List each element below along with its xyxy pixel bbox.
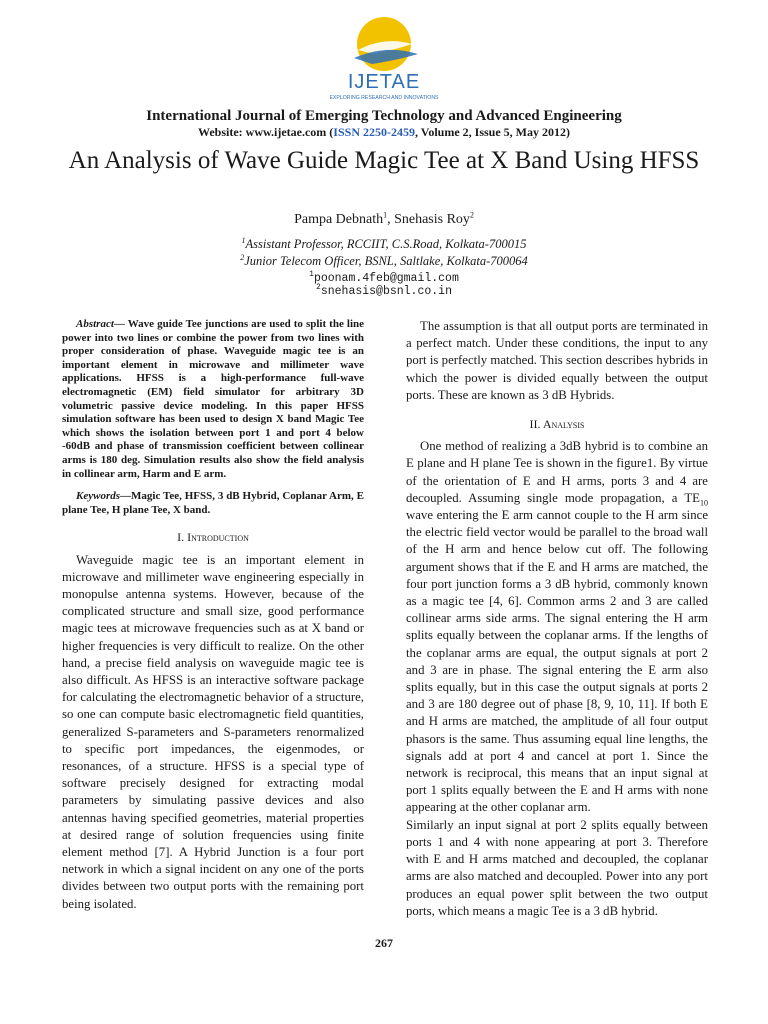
journal-name: International Journal of Emerging Technology and Advanced Engineering bbox=[146, 108, 622, 124]
author-2: Snehasis Roy bbox=[394, 212, 470, 227]
analysis-p1-part-b: wave entering the E arm cannot couple to the H arm since the electric field vector would be parallel to the broad wall of the H arm and hence below cut off. The following argument shows that if the E and H arms are matched, the four port junction forms a 3 dB hybrid, commonly known as a magic tee [4, 6]. Common arms 2 and 3 are called collinear arms side arms. The signal entering the H arm splits equally between the coplanar arms. If the lengths of the coplanar arms are equal, the output signals at port 2 and 3 are in phase. The signal entering the E arm also splits equally, but in this case the output signals at ports 2 and 3 are 180 degree out of phase [8, 9, 10, 11]. If both E and H arms are matched, the amplitude of all four output phasors is the same. Thus assuming equal line lengths, the signals add at port 4 and cancel at port 1. Since the network is reciprocal, this means that an input signal at port 1 splits equally between the E and H arms with none appearing at the other coplanar arm. bbox=[406, 508, 708, 815]
affiliation-1-text: Assistant Professor, RCCIIT, C.S.Road, Kolkata-700015 bbox=[245, 237, 527, 251]
affiliation-1 bbox=[0, 237, 768, 252]
affiliation-2-sup: 2 bbox=[240, 252, 245, 262]
section-heading-analysis: II. Analysis bbox=[529, 417, 585, 432]
logo-tagline: EXPLORING RESEARCH AND INNOVATIONS bbox=[329, 95, 439, 101]
journal-logo bbox=[328, 14, 440, 102]
introduction-paragraph: Waveguide magic tee is an important element in microwave and millimeter wave engineering especially in monopulse antenna systems. However, because of the complicated structure and small size, good performance magic tees at microwave frequencies such as at X band or higher frequencies is very difficult to realize. On the other hand, a precise field analysis on waveguide magic tee is also difficult. As HFSS is an interactive software package for calculating the electromagnetic behavior of a structure, so one can compute basic electromagnetic field quantities, generalized S-parameters and S-parameters renormalized to specific port impedances, the eigenmodes, or resonances, of a structure. HFSS is a special type of software precisely designed for extracting modal parameters by simulating passive devices and also antennas having specified geometries, material properties at desired range of solution frequencies using finite element method [7]. A Hybrid Junction is a four port network in which a signal incident on any one of the ports divides between two output ports with the remaining port being isolated. bbox=[62, 552, 364, 911]
journal-website-line bbox=[0, 125, 768, 140]
email-2-sup: 2 bbox=[316, 283, 321, 293]
analysis-p1-part-a: One method of realizing a 3dB hybrid is to combine an E plane and H plane Tee is shown in the figure1. By virtue of the orientation of E and H arms, ports 3 and 4 are decoupled. Assuming single mode propagation, a TE bbox=[406, 439, 708, 505]
authors-line bbox=[0, 212, 768, 228]
keywords-paragraph bbox=[62, 490, 364, 517]
left-column bbox=[62, 318, 364, 913]
affiliation-2-text: Junior Telecom Officer, BSNL, Saltlake, Kolkata-700064 bbox=[244, 254, 528, 268]
right-column bbox=[406, 318, 708, 920]
email-2[interactable] bbox=[0, 285, 768, 298]
email-1-sup: 1 bbox=[309, 270, 314, 280]
affiliation-1-sup: 1 bbox=[241, 235, 246, 245]
te-subscript: 10 bbox=[700, 498, 708, 508]
author-1: Pampa Debnath bbox=[294, 212, 384, 227]
analysis-paragraph-1 bbox=[406, 438, 708, 816]
email-1[interactable] bbox=[0, 272, 768, 285]
author-1-sup: 1 bbox=[383, 210, 388, 220]
assumption-paragraph: The assumption is that all output ports are terminated in a perfect match. Under these conditions, the input to any port is perfectly matched. This section describes hybrids in which the power is divided equally between the output ports. These are known as 3 dB Hybrids. bbox=[406, 319, 708, 402]
abstract-label: Abstract bbox=[76, 318, 114, 330]
abstract-paragraph bbox=[62, 318, 364, 481]
affiliation-2 bbox=[0, 254, 768, 269]
paper-title: An Analysis of Wave Guide Magic Tee at X Band Using HFSS bbox=[68, 147, 700, 174]
author-2-sup: 2 bbox=[469, 210, 474, 220]
logo-text: IJETAE bbox=[347, 71, 421, 93]
email-1-text[interactable]: poonam.4feb@gmail.com bbox=[313, 272, 459, 285]
keywords-text: —Magic Tee, HFSS, 3 dB Hybrid, Coplanar Arm, E plane Tee, H plane Tee, X band. bbox=[62, 490, 364, 516]
section-heading-introduction: I. Introduction bbox=[177, 530, 249, 545]
keywords-label: Keywords bbox=[76, 490, 120, 503]
issn-link[interactable]: ISSN 2250-2459 bbox=[333, 125, 415, 139]
analysis-paragraph-2: Similarly an input signal at port 2 splits equally between ports 1 and 4 with none appearing at port 3. Therefore with E and H arms matched and decoupled, the coplanar arms are also matched and decoupled. Power into any port produces an equal power split between the two output ports, which means a magic Tee is a 3 dB hybrid. bbox=[406, 817, 708, 918]
email-2-text[interactable]: snehasis@bsnl.co.in bbox=[320, 285, 452, 298]
abstract-text: — Wave guide Tee junctions are used to split the line power into two lines or combine the power from two lines with proper consideration of phase. Waveguide magic tee is an important element in microwave and millimeter wave applications. HFSS is a high-performance full-wave electromagnetic (EM) field simulator for arbitrary 3D volumetric passive device modeling. In this paper HFSS simulation software has been used to design X band Magic Tee which shows the isolation between port 1 and port 4 below -60dB and phase of transmission coefficient between collinear arms is 180 deg. Simulation results also show the field analysis in collinear arm, Harm and E arm. bbox=[62, 318, 364, 480]
author-separator: , bbox=[387, 212, 395, 227]
website-suffix: , Volume 2, Issue 5, May 2012) bbox=[414, 125, 570, 139]
website-prefix: Website: www.ijetae.com ( bbox=[198, 125, 334, 139]
page-number: 267 bbox=[375, 936, 393, 950]
